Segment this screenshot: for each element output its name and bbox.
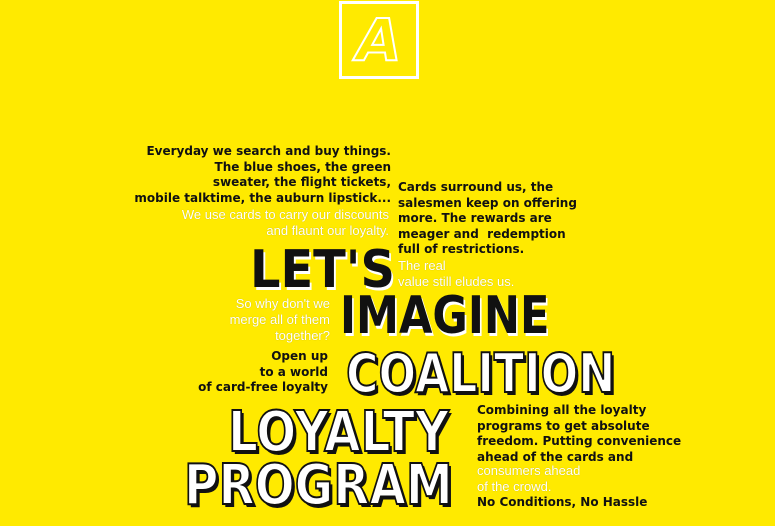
cards-text: Cards surround us, the salesmen keep on offering more. The rewards are meager and redemption full of restrictions. bbox=[398, 180, 577, 256]
cards-highlight-text: The real value still eludes us. bbox=[398, 258, 515, 289]
combining-highlight-text: consumers ahead of the crowd. bbox=[477, 463, 581, 494]
headline-coalition: COALITION bbox=[346, 342, 616, 405]
headline-imagine: IMAGINE bbox=[340, 286, 550, 346]
headline-lets: LET'S bbox=[250, 240, 395, 300]
tagline-text: No Conditions, No Hassle bbox=[477, 495, 648, 509]
headline-program: PROGRAM bbox=[184, 453, 453, 518]
logo-box bbox=[339, 1, 419, 79]
logo-letter: A bbox=[356, 6, 402, 74]
intro-text: Everyday we search and buy things. The blue shoes, the green sweater, the flight tickets, mobile talktime, the auburn lipstick... bbox=[134, 144, 391, 205]
intro-highlight-text: We use cards to carry our discounts and flaunt our loyalty. bbox=[181, 207, 389, 238]
combining-text: Combining all the loyalty programs to get absolute freedom. Putting convenience ahead of the cards and bbox=[477, 403, 682, 464]
question-text: So why don't we merge all of them together? bbox=[229, 296, 330, 343]
headline-loyalty: LOYALTY bbox=[228, 400, 449, 465]
open-up-text: Open up to a world of card-free loyalty bbox=[198, 349, 328, 394]
